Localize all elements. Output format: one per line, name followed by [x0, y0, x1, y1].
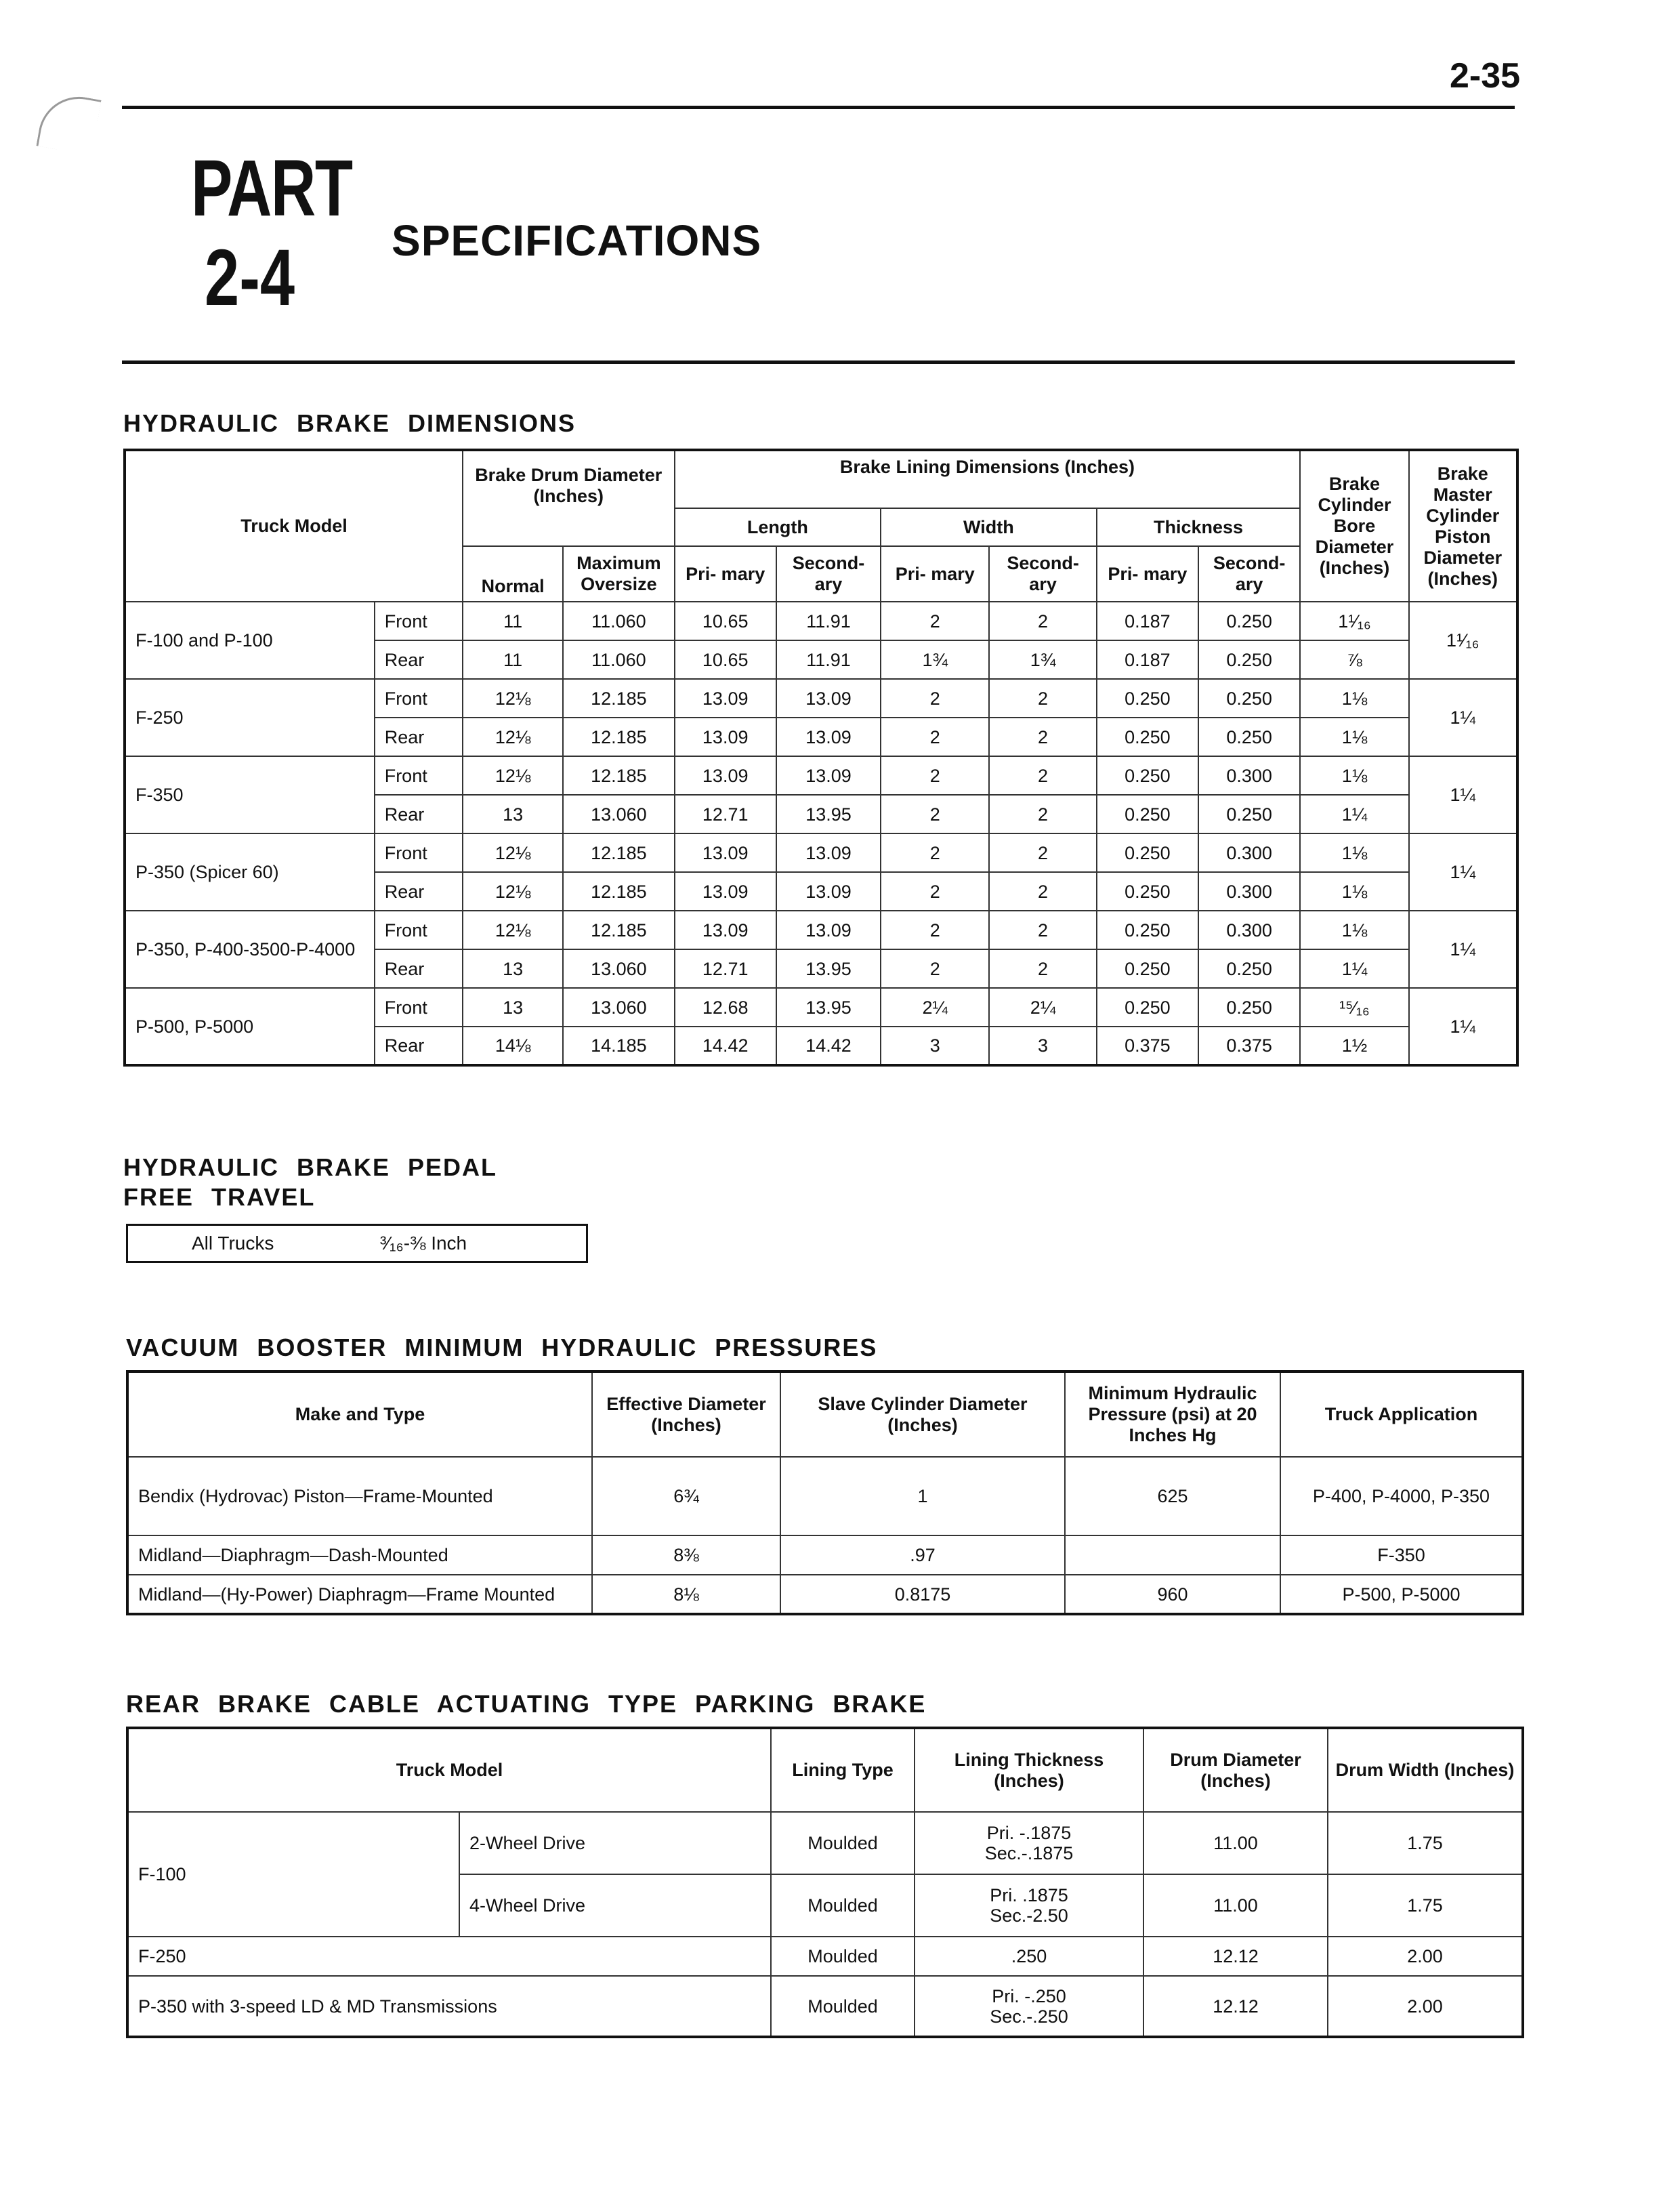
parking-drum-width: 1.75 — [1328, 1812, 1523, 1874]
drum-max-oversize-cell: 12.185 — [563, 718, 674, 756]
header-length-secondary: Second- ary — [776, 546, 881, 602]
parking-lining-thickness — [915, 1874, 1143, 1937]
length-secondary-cell: 13.09 — [776, 911, 881, 949]
cylinder-bore-cell: 1⅛ — [1300, 911, 1408, 949]
parking-drum-diameter: 12.12 — [1143, 1976, 1328, 2037]
parking-section-title: REAR BRAKE CABLE ACTUATING TYPE PARKING BRAKE — [126, 1690, 927, 1718]
drum-max-oversize-cell: 12.185 — [563, 911, 674, 949]
table-row — [127, 1976, 1523, 2037]
parking-drive: 4-Wheel Drive — [459, 1874, 771, 1937]
cylinder-bore-cell: ¹⁵⁄₁₆ — [1300, 988, 1408, 1027]
thickness-primary-cell: 0.250 — [1097, 911, 1198, 949]
length-secondary-cell: 14.42 — [776, 1027, 881, 1065]
thickness-secondary-cell: 0.250 — [1198, 679, 1300, 718]
length-primary-cell: 12.71 — [675, 795, 776, 833]
cylinder-bore-cell: 1⅛ — [1300, 756, 1408, 795]
header-length-primary: Pri- mary — [675, 546, 776, 602]
page-title: SPECIFICATIONS — [392, 216, 762, 265]
pedal-free-travel-box — [126, 1224, 588, 1263]
parking-lining-type: Moulded — [771, 1874, 915, 1937]
length-primary-cell: 13.09 — [675, 911, 776, 949]
min-pressure-cell — [1065, 1535, 1280, 1575]
master-cylinder-cell: 1¼ — [1409, 911, 1517, 988]
master-cylinder-cell: 1¼ — [1409, 756, 1517, 833]
thickness-secondary-cell: 0.300 — [1198, 756, 1300, 795]
truck-application-cell: P-500, P-5000 — [1280, 1575, 1523, 1614]
truck-model-cell: P-350, P-400-3500-P-4000 — [125, 911, 375, 988]
slave-cylinder-cell: .97 — [780, 1535, 1065, 1575]
width-secondary-cell: 2 — [989, 718, 1096, 756]
length-primary-cell: 13.09 — [675, 718, 776, 756]
thickness-secondary-cell: 0.250 — [1198, 988, 1300, 1027]
thickness-primary-cell: 0.250 — [1097, 872, 1198, 911]
drum-max-oversize-cell: 14.185 — [563, 1027, 674, 1065]
drum-normal-cell: 13 — [463, 988, 563, 1027]
cylinder-bore-cell: 1¼ — [1300, 795, 1408, 833]
width-primary-cell: 2 — [881, 949, 989, 988]
position-cell: Front — [375, 602, 463, 640]
position-cell: Rear — [375, 795, 463, 833]
length-secondary-cell: 11.91 — [776, 602, 881, 640]
thickness-primary: Pri. .1875 — [990, 1885, 1068, 1905]
hydraulic-dimensions-table — [123, 449, 1519, 1067]
parking-drive: 2-Wheel Drive — [459, 1812, 771, 1874]
width-secondary-cell: 1¾ — [989, 640, 1096, 679]
length-secondary-cell: 11.91 — [776, 640, 881, 679]
thickness-primary: Pri. -.250 — [992, 1985, 1066, 2006]
hydraulic-section-title: HYDRAULIC BRAKE DIMENSIONS — [123, 409, 576, 437]
width-secondary-cell: 2 — [989, 679, 1096, 718]
top-rule — [122, 106, 1515, 109]
thickness-secondary-cell: 0.250 — [1198, 640, 1300, 679]
drum-normal-cell: 12⅛ — [463, 833, 563, 872]
truck-model-cell: F-350 — [125, 756, 375, 833]
header-lining-dimensions: Brake Lining Dimensions (Inches) — [675, 450, 1301, 508]
thickness-secondary-cell: 0.300 — [1198, 872, 1300, 911]
length-primary-cell: 13.09 — [675, 756, 776, 795]
parking-lining-type: Moulded — [771, 1976, 915, 2037]
parking-model-f100: F-100 — [127, 1812, 459, 1937]
drum-max-oversize-cell: 12.185 — [563, 679, 674, 718]
thickness-primary-cell: 0.375 — [1097, 1027, 1198, 1065]
header-effective-diameter: Effective Diameter (Inches) — [592, 1371, 780, 1457]
parking-drum-diameter: 11.00 — [1143, 1812, 1328, 1874]
header-width-primary: Pri- mary — [881, 546, 989, 602]
header-master-cylinder: Brake Master Cylinder Piston Diameter (Inches) — [1409, 450, 1517, 602]
position-cell: Rear — [375, 1027, 463, 1065]
width-primary-cell: 2 — [881, 679, 989, 718]
thickness-secondary: Sec.-.1875 — [984, 1843, 1074, 1863]
table-row — [125, 679, 1517, 718]
width-secondary-cell: 2 — [989, 756, 1096, 795]
width-secondary-cell: 2 — [989, 949, 1096, 988]
cylinder-bore-cell: ⅞ — [1300, 640, 1408, 679]
table-row — [127, 1535, 1523, 1575]
width-primary-cell: 2 — [881, 756, 989, 795]
thickness-primary-cell: 0.250 — [1097, 988, 1198, 1027]
thickness-primary-cell: 0.250 — [1097, 833, 1198, 872]
parking-drum-width: 1.75 — [1328, 1874, 1523, 1937]
header-cylinder-bore: Brake Cylinder Bore Diameter (Inches) — [1300, 450, 1408, 602]
table-row — [125, 988, 1517, 1027]
drum-max-oversize-cell: 13.060 — [563, 988, 674, 1027]
truck-model-cell: P-350 (Spicer 60) — [125, 833, 375, 911]
length-primary-cell: 14.42 — [675, 1027, 776, 1065]
table-row — [125, 602, 1517, 640]
header-brake-drum: Brake Drum Diameter (Inches) — [463, 450, 675, 546]
width-primary-cell: 3 — [881, 1027, 989, 1065]
cylinder-bore-cell: 1⅛ — [1300, 872, 1408, 911]
thickness-primary-cell: 0.250 — [1097, 718, 1198, 756]
vacuum-booster-table — [126, 1370, 1524, 1615]
effective-diameter-cell: 6¾ — [592, 1457, 780, 1535]
width-primary-cell: 2 — [881, 911, 989, 949]
parking-model-f250: F-250 — [127, 1937, 771, 1976]
drum-max-oversize-cell: 11.060 — [563, 640, 674, 679]
parking-lining-thickness: .250 — [915, 1937, 1143, 1976]
truck-application-cell: P-400, P-4000, P-350 — [1280, 1457, 1523, 1535]
parking-lining-type: Moulded — [771, 1937, 915, 1976]
table-row — [127, 1937, 1523, 1976]
length-secondary-cell: 13.09 — [776, 718, 881, 756]
drum-max-oversize-cell: 12.185 — [563, 756, 674, 795]
drum-max-oversize-cell: 11.060 — [563, 602, 674, 640]
drum-normal-cell: 14⅛ — [463, 1027, 563, 1065]
effective-diameter-cell: 8⅜ — [592, 1535, 780, 1575]
length-secondary-cell: 13.09 — [776, 679, 881, 718]
length-secondary-cell: 13.95 — [776, 795, 881, 833]
pedal-value: ³⁄₁₆-⅜ Inch — [380, 1233, 467, 1254]
drum-normal-cell: 12⅛ — [463, 718, 563, 756]
vacuum-section-title: VACUUM BOOSTER MINIMUM HYDRAULIC PRESSURES — [126, 1334, 878, 1361]
thickness-secondary: Sec.-.250 — [990, 2006, 1068, 2027]
length-primary-cell: 12.71 — [675, 949, 776, 988]
effective-diameter-cell: 8⅛ — [592, 1575, 780, 1614]
header-slave-cylinder: Slave Cylinder Diameter (Inches) — [780, 1371, 1065, 1457]
header-lining-type: Lining Type — [771, 1728, 915, 1812]
width-secondary-cell: 2 — [989, 795, 1096, 833]
parking-drum-diameter: 11.00 — [1143, 1874, 1328, 1937]
length-secondary-cell: 13.09 — [776, 833, 881, 872]
width-secondary-cell: 2 — [989, 872, 1096, 911]
position-cell: Rear — [375, 872, 463, 911]
thickness-primary-cell: 0.250 — [1097, 679, 1198, 718]
drum-max-oversize-cell: 13.060 — [563, 949, 674, 988]
width-secondary-cell: 3 — [989, 1027, 1096, 1065]
master-cylinder-cell: 1¼ — [1409, 833, 1517, 911]
parking-brake-table — [126, 1727, 1524, 2038]
section-rule — [122, 360, 1515, 364]
thickness-primary: Pri. -.1875 — [986, 1823, 1072, 1843]
pedal-section-subtitle: FREE TRAVEL — [123, 1183, 316, 1211]
thickness-secondary-cell: 0.300 — [1198, 833, 1300, 872]
header-parking-truck-model: Truck Model — [127, 1728, 771, 1812]
truck-model-cell: P-500, P-5000 — [125, 988, 375, 1065]
make-type-cell: Bendix (Hydrovac) Piston—Frame-Mounted — [127, 1457, 592, 1535]
length-primary-cell: 12.68 — [675, 988, 776, 1027]
drum-normal-cell: 11 — [463, 640, 563, 679]
truck-application-cell: F-350 — [1280, 1535, 1523, 1575]
make-type-cell: Midland—(Hy-Power) Diaphragm—Frame Mounted — [127, 1575, 592, 1614]
thickness-secondary-cell: 0.250 — [1198, 718, 1300, 756]
header-drum-diameter: Drum Diameter (Inches) — [1143, 1728, 1328, 1812]
thickness-primary-cell: 0.187 — [1097, 602, 1198, 640]
position-cell: Rear — [375, 949, 463, 988]
thickness-secondary-cell: 0.250 — [1198, 795, 1300, 833]
header-thickness-primary: Pri- mary — [1097, 546, 1198, 602]
header-length: Length — [675, 508, 881, 546]
table-row — [125, 911, 1517, 949]
header-max-oversize: Maximum Oversize — [563, 546, 674, 602]
pedal-section-title: HYDRAULIC BRAKE PEDAL — [123, 1153, 498, 1181]
length-secondary-cell: 13.09 — [776, 872, 881, 911]
header-thickness-secondary: Second- ary — [1198, 546, 1300, 602]
parking-lining-thickness — [915, 1812, 1143, 1874]
length-primary-cell: 10.65 — [675, 602, 776, 640]
header-truck-model: Truck Model — [125, 450, 463, 602]
length-primary-cell: 13.09 — [675, 872, 776, 911]
thickness-secondary-cell: 0.250 — [1198, 602, 1300, 640]
length-primary-cell: 13.09 — [675, 679, 776, 718]
drum-normal-cell: 13 — [463, 795, 563, 833]
header-normal: Normal — [463, 546, 563, 602]
position-cell: Rear — [375, 718, 463, 756]
thickness-primary-cell: 0.250 — [1097, 756, 1198, 795]
min-pressure-cell: 625 — [1065, 1457, 1280, 1535]
master-cylinder-cell: 1¹⁄₁₆ — [1409, 602, 1517, 679]
thickness-primary-cell: 0.250 — [1097, 795, 1198, 833]
length-secondary-cell: 13.95 — [776, 988, 881, 1027]
position-cell: Rear — [375, 640, 463, 679]
drum-max-oversize-cell: 12.185 — [563, 833, 674, 872]
table-row — [127, 1457, 1523, 1535]
parking-lining-type: Moulded — [771, 1812, 915, 1874]
truck-model-cell: F-250 — [125, 679, 375, 756]
cylinder-bore-cell: 1¹⁄₁₆ — [1300, 602, 1408, 640]
slave-cylinder-cell: 0.8175 — [780, 1575, 1065, 1614]
header-width: Width — [881, 508, 1097, 546]
table-row — [125, 833, 1517, 872]
width-primary-cell: 2 — [881, 602, 989, 640]
position-cell: Front — [375, 679, 463, 718]
position-cell: Front — [375, 911, 463, 949]
drum-max-oversize-cell: 13.060 — [563, 795, 674, 833]
width-secondary-cell: 2 — [989, 911, 1096, 949]
header-lining-thickness: Lining Thickness (Inches) — [915, 1728, 1143, 1812]
length-primary-cell: 13.09 — [675, 833, 776, 872]
drum-normal-cell: 12⅛ — [463, 872, 563, 911]
drum-max-oversize-cell: 12.185 — [563, 872, 674, 911]
parking-drum-width: 2.00 — [1328, 1937, 1523, 1976]
slave-cylinder-cell: 1 — [780, 1457, 1065, 1535]
width-secondary-cell: 2 — [989, 833, 1096, 872]
thickness-secondary-cell: 0.375 — [1198, 1027, 1300, 1065]
parking-lining-thickness — [915, 1976, 1143, 2037]
parking-model-p350: P-350 with 3-speed LD & MD Transmissions — [127, 1976, 771, 2037]
cylinder-bore-cell: 1⅛ — [1300, 679, 1408, 718]
header-min-pressure: Minimum Hydraulic Pressure (psi) at 20 Inches Hg — [1065, 1371, 1280, 1457]
thickness-secondary-cell: 0.300 — [1198, 911, 1300, 949]
width-primary-cell: 2 — [881, 718, 989, 756]
width-primary-cell: 2 — [881, 872, 989, 911]
table-row — [127, 1575, 1523, 1614]
length-primary-cell: 10.65 — [675, 640, 776, 679]
width-secondary-cell: 2 — [989, 602, 1096, 640]
cylinder-bore-cell: 1½ — [1300, 1027, 1408, 1065]
header-thickness: Thickness — [1097, 508, 1301, 546]
width-primary-cell: 2¼ — [881, 988, 989, 1027]
header-truck-application: Truck Application — [1280, 1371, 1523, 1457]
truck-model-cell: F-100 and P-100 — [125, 602, 375, 679]
thickness-primary-cell: 0.187 — [1097, 640, 1198, 679]
parking-drum-width: 2.00 — [1328, 1976, 1523, 2037]
cylinder-bore-cell: 1⅛ — [1300, 833, 1408, 872]
width-secondary-cell: 2¼ — [989, 988, 1096, 1027]
width-primary-cell: 1¾ — [881, 640, 989, 679]
page-number: 2-35 — [1450, 56, 1521, 96]
make-type-cell: Midland—Diaphragm—Dash-Mounted — [127, 1535, 592, 1575]
drum-normal-cell: 12⅛ — [463, 679, 563, 718]
page-corner-mark — [36, 90, 101, 155]
position-cell: Front — [375, 756, 463, 795]
pedal-label: All Trucks — [192, 1233, 274, 1254]
width-primary-cell: 2 — [881, 833, 989, 872]
drum-normal-cell: 12⅛ — [463, 911, 563, 949]
thickness-primary-cell: 0.250 — [1097, 949, 1198, 988]
header-make-type: Make and Type — [127, 1371, 592, 1457]
position-cell: Front — [375, 833, 463, 872]
master-cylinder-cell: 1¼ — [1409, 679, 1517, 756]
master-cylinder-cell: 1¼ — [1409, 988, 1517, 1065]
table-row — [127, 1812, 1523, 1874]
drum-normal-cell: 13 — [463, 949, 563, 988]
drum-normal-cell: 11 — [463, 602, 563, 640]
part-label: PART — [191, 144, 352, 233]
width-primary-cell: 2 — [881, 795, 989, 833]
cylinder-bore-cell: 1⅛ — [1300, 718, 1408, 756]
min-pressure-cell: 960 — [1065, 1575, 1280, 1614]
part-number: 2-4 — [205, 233, 295, 323]
length-secondary-cell: 13.09 — [776, 756, 881, 795]
position-cell: Front — [375, 988, 463, 1027]
drum-normal-cell: 12⅛ — [463, 756, 563, 795]
thickness-secondary-cell: 0.250 — [1198, 949, 1300, 988]
cylinder-bore-cell: 1¼ — [1300, 949, 1408, 988]
length-secondary-cell: 13.95 — [776, 949, 881, 988]
table-row — [125, 756, 1517, 795]
header-drum-width: Drum Width (Inches) — [1328, 1728, 1523, 1812]
header-width-secondary: Second- ary — [989, 546, 1096, 602]
parking-drum-diameter: 12.12 — [1143, 1937, 1328, 1976]
thickness-secondary: Sec.-2.50 — [990, 1905, 1068, 1926]
